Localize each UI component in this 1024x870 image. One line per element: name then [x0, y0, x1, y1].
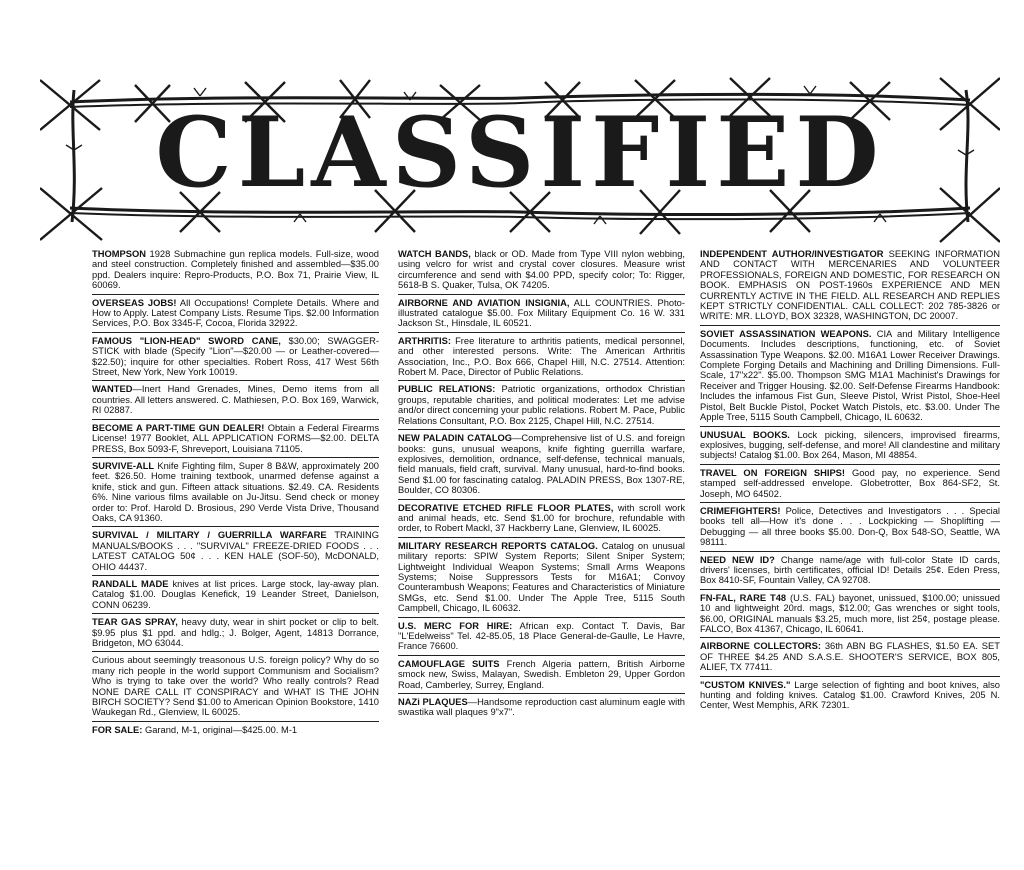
- ad-body: heavy duty, wear in shirt pocket or clip to belt. $9.95 plus $1 ppd. and hdlg.; J. Bolger, Agent, 14813 Dorrance, Bridgeton, MO 63044.: [92, 617, 379, 648]
- ad-body: CIA and Military Intelligence Documents. Includes descriptions, functioning, etc. of Soviet Assassination Type Weapons. $2.00. M16A1 Lower Receiver Drawings. Complete Forging Details and Machining and Drilling Dimensions. Full-Scale, 17"x22". $5.00. Thompson SMG M1A1 Machinist's Drawings for Receiver and Trigger Housing. $2.00. Self-Defense Firearms Handbook: Includes the infamous Fist Gun, Sleeve Pistol, Wrist Pistol, Shoe-Heel Pistol, Belt Buckle Pistol, Pocket Watch Pistols, etc. $3.00. Under The Apple Tree, 5115 South Campbell, Chicago, IL 60632.: [700, 328, 1000, 423]
- ad-lead: FN-FAL, RARE T48: [700, 592, 787, 603]
- ad-body: Good pay, no experience. Send stamped self-addressed envelope. Globetrotter, Box 864-SF2, St. Joseph, MO 64502.: [700, 467, 1000, 499]
- ad-lead: U.S. MERC FOR HIRE:: [398, 620, 513, 631]
- ad-body: black or OD. Made from Type VIII nylon webbing, using velcro for wrist and crystal cover closures. Measure wrist circumference and send with $4.00 PPD, specify color; To: Rigger, 5618-B S. Quaker, Tulsa, OK 74205.: [398, 249, 685, 291]
- ad-body: Catalog on unusual military reports: SPIW System Reports; Silent Sniper System; Lightweight Individual Weapon Systems; Small Arms Weapons Systems; Noise Suppressors Tests for M16A1; Convoy Counterambush Weapons; Features and Characteristics of Miniature SMGs, etc. Send $1.00. Under The Apple Tree, 5115 South Campbell, Chicago, IL 60632.: [398, 540, 685, 614]
- classified-ad: [92, 297, 379, 333]
- classified-ad: [398, 658, 685, 694]
- classified-ad: [700, 592, 1000, 639]
- classified-ad: [398, 620, 685, 656]
- classified-ad: [398, 383, 685, 430]
- ad-body: Knife Fighting film, Super 8 B&W, approximately 200 feet. $26.50. Home training textbook, unarmed defense against a knife, stick and gun. Fifteen attack situations. $2.49. CA. Residents 6%. Nine various films available on Ju-Jitsu. Send check or money order to: Prof. Harold D. Brosious, 290 Verde Vista Drive, Thousand Oaks, CA 91360.: [92, 460, 379, 523]
- classified-ad: [92, 460, 379, 527]
- classified-ad: [92, 529, 379, 576]
- ad-body: Free literature to arthritis patients, medical personnel, and other interested persons. Write: The American Arthritis Association, Inc., P.O. Box 666, Chapel Hill, N.C. 27514. Attention: Robert M. Pace, Director of Public Relations.: [398, 335, 685, 378]
- ad-lead: FAMOUS "LION-HEAD" SWORD CANE,: [92, 335, 281, 346]
- ad-lead: FOR SALE:: [92, 724, 143, 735]
- ad-lead: AIRBORNE AND AVIATION INSIGNIA,: [398, 297, 570, 308]
- ad-lead: UNUSUAL BOOKS.: [700, 429, 790, 440]
- column-1: [92, 248, 379, 870]
- ad-lead: SOVIET ASSASSINATION WEAPONS.: [700, 328, 872, 339]
- classified-ad: [92, 724, 379, 738]
- ad-body: 36th ABN BG FLASHES, $1.50 EA. SET OF THREE $4.25 AND S.A.S.E. SHOOTER'S SERVICE, BOX 805, ALIEF, TX 77411.: [700, 641, 1000, 673]
- ad-body: —Inert Hand Grenades, Mines, Demo items from all countries. All letters answered. C. Mathiesen, P.O. Box 169, Warwick, RI 02887.: [92, 384, 379, 416]
- ad-lead: WANTED: [92, 384, 133, 395]
- classified-ad: [700, 328, 1000, 427]
- ad-body: $30.00; SWAGGER-STICK with blade (Specify "Lion"—$20.00 — or Leather-covered—$22.50); inquire for other specialties. Robert Ross, 417 West 56th Street, New York, New York 10019.: [92, 335, 379, 378]
- ad-lead: NEED NEW ID?: [700, 554, 775, 565]
- classified-ad: [92, 616, 379, 652]
- classified-ad: [700, 248, 1000, 326]
- ad-lead: NAZi PLAQUES: [398, 697, 468, 708]
- ad-body: TRAINING MANUALS/BOOKS . . . "SURVIVAL" FREEZE-DRIED FOODS . . . LATEST CATALOG 50¢ . . . KEN HALE (SOF-50), McDONALD, OHIO 44437.: [92, 530, 379, 572]
- classified-ad: [398, 502, 685, 538]
- ad-body: Police, Detectives and Investigators . . . Special books tell all—How it's done . . . Lockpicking — Shoplifting — Debugging — all three books $5.00. Don-Q, Box 548-SO, Seattle, WA 98111.: [700, 505, 1000, 548]
- ad-lead: WATCH BANDS,: [398, 249, 471, 259]
- ad-lead: NEW PALADIN CATALOG: [398, 433, 513, 444]
- ad-body: Curious about seemingly treasonous U.S. foreign policy? Why do so many rich people in the world support Communism and Socialism? Who is trying to take over the world? Who really controls? Read NONE DARE CALL IT CONSPIRACY and WHAT IS THE JOHN BIRCH SOCIETY? Send $1.00 to American Opinion Bookstore, 1410 Waukegan Rd., Glenview, IL 60025.: [92, 655, 379, 718]
- ad-lead: "CUSTOM KNIVES.": [700, 679, 791, 690]
- classified-ad: [700, 640, 1000, 676]
- ad-lead: MILITARY RESEARCH REPORTS CATALOG.: [398, 540, 598, 551]
- banner-title: CLASSIFIED: [155, 96, 885, 209]
- classified-ad: [92, 654, 379, 721]
- ad-body: Lock picking, silencers, improvised firearms, explosives, bugging, self-defense, and more! All clandestine and military subjects! Catalog $1.00. Box 264, Mason, MI 48854.: [700, 429, 1000, 461]
- ad-body: —Comprehensive list of U.S. and foreign books: guns, unusual weapons, knife fighting guerrilla warfare, explosives, demolition, ordnance, self-defense, technical manuals, field manuals, field craft, survival. Many unusual, hard-to-find books. Send $1.00 for fascinating catalog. PALADIN PRESS, Box 1307-RE, Boulder, CO 80306.: [398, 433, 685, 496]
- ad-body: SEEKING INFORMATION AND CONTACT WITH MERCENARIES AND VOLUNTEER PROFESSIONALS, FOREIGN AND DOMESTIC, FOR RESEARCH ON BOOK. EMPHASIS ON POST-1960s EXPERIENCE AND MEN CURRENTLY ACTIVE IN THE FIELD. ALL RESEARCH AND REPLIES KEPT STRICTLY CONFIDENTIAL. CALL COLLECT: 202 785-3826 or WRITE: MR. LLOYD, BOX 32328, WASHINGTON, DC 20007.: [700, 249, 1000, 322]
- classified-ad: [398, 297, 685, 333]
- classified-ad: [398, 696, 685, 721]
- ad-body: (U.S. FAL) bayonet, unissued, $100.00; unissued 10 and lightweight 20rd. mags, $12.00; Gas wrenches or sight tools, $6.00, ORIGINAL manuals $3.25, much more, list 25¢, postage please. FALCO, Box 41367, Chicago, IL 60641.: [700, 592, 1000, 634]
- ad-lead: OVERSEAS JOBS!: [92, 297, 177, 308]
- ad-body: ALL COUNTRIES. Photo-illustrated catalogue $5.00. Fox Military Equipment Co. 16 W. 331 Jackson St., Hinsdale, IL 60521.: [398, 297, 685, 329]
- ad-lead: ARTHRITIS:: [398, 335, 451, 346]
- ad-lead: INDEPENDENT AUTHOR/INVESTIGATOR: [700, 249, 884, 259]
- classified-ad: [398, 335, 685, 382]
- classified-ad: [700, 467, 1000, 503]
- classified-ad: [92, 383, 379, 419]
- ad-body: Garand, M-1, original—$425.00. M-1: [142, 724, 298, 735]
- ad-body: French Algeria pattern, British Airborne smock new, Swiss, Malayan, Swedish. Embleton 29, Upper Gordon Road, Camberley, Surrey, England.: [398, 658, 685, 690]
- ad-lead: BECOME A PART-TIME GUN DEALER!: [92, 422, 265, 433]
- classified-ad: [700, 554, 1000, 590]
- classified-ad: [700, 429, 1000, 465]
- column-2: [398, 248, 685, 870]
- classified-ad: [92, 578, 379, 614]
- classified-ad: [398, 432, 685, 499]
- ad-lead: CAMOUFLAGE SUITS: [398, 658, 500, 669]
- classified-ad: [92, 422, 379, 458]
- ad-lead: DECORATIVE ETCHED RIFLE FLOOR PLATES,: [398, 502, 614, 513]
- ad-lead: TEAR GAS SPRAY,: [92, 617, 178, 628]
- classified-ad: [398, 248, 685, 295]
- ad-lead: CRIMEFIGHTERS!: [700, 505, 781, 516]
- ad-lead: AIRBORNE COLLECTORS:: [700, 641, 821, 652]
- ad-lead: TRAVEL ON FOREIGN SHIPS!: [700, 467, 846, 478]
- classified-ad: [92, 335, 379, 382]
- ad-body: Large selection of fighting and boot knives, also hunting and folding knives. Catalog $1.00. Crawford Knives, 205 N. Center, West Memphis, ARK 72301.: [700, 679, 1000, 711]
- classified-ad: [700, 505, 1000, 552]
- ad-body: Change name/age with full-color State ID cards, drivers' licenses, birth certificates, official ID! Details 25¢. Eden Press, Box 8410-SF, Fountain Valley, CA 92708.: [700, 554, 1000, 586]
- ad-body: with scroll work and animal heads, etc. Send $1.00 for brochure, refundable with order, to Robert Mackl, 37 Hackberry Lane, Glenview, IL 60025.: [398, 502, 685, 534]
- ad-body: 1928 Submachine gun replica models. Full-size, wood and steel construction. Completely finished and assembled—$35.00 ppd. Dealers inquire: Repro-Products, P.O. Box 71, Prairie View, IL 60069.: [92, 249, 379, 291]
- ad-lead: SURVIVAL / MILITARY / GUERRILLA WARFARE: [92, 530, 327, 541]
- ad-lead: THOMPSON: [92, 249, 146, 259]
- ad-lead: RANDALL MADE: [92, 578, 169, 589]
- classified-columns: [92, 248, 1012, 870]
- ad-lead: PUBLIC RELATIONS:: [398, 384, 496, 395]
- ad-body: Patriotic organizations, orthodox Christian groups, reputable charities, and political moderates: Let me advise and/or direct concerning your public relations. Robert M. Pace, Public Relations Consultant, P.O. Box 2125, Chapel Hill, N.C. 27514.: [398, 384, 685, 426]
- ad-body: All Occupations! Complete Details. Where and How to Apply. Latest Company Lists. Resume Tips. $2.00 Information Services, P.O. Box 3345-F, Cocoa, Florida 32922.: [92, 297, 379, 329]
- ad-body: knives at list prices. Large stock, lay-away plan. Catalog $1.00. Douglas Kenefick, 19 Leander Street, Danielson, CONN 06239.: [92, 578, 379, 610]
- column-3: [700, 248, 1000, 870]
- ad-body: African exp. Contact T. Davis, Bar "L'Edelweiss" Tel. 42-85.05, 18 Place General-de-Gaulle, Le Havre, France 76600.: [398, 620, 685, 652]
- classified-ad: [700, 679, 1000, 714]
- ad-lead: SURVIVE-ALL: [92, 460, 155, 471]
- classified-banner: [40, 60, 1000, 250]
- ad-body: Obtain a Federal Firearms License! 1977 Booklet, ALL APPLICATION FORMS—$2.00. DELTA PRESS, Box 5093-F, Shreveport, Louisiana 71105.: [92, 422, 379, 454]
- ad-body: —Handsome reproduction cast aluminum eagle with swastika wall plaques 9"x7".: [398, 697, 685, 718]
- classified-ad: [92, 248, 379, 295]
- classified-ad: [398, 540, 685, 618]
